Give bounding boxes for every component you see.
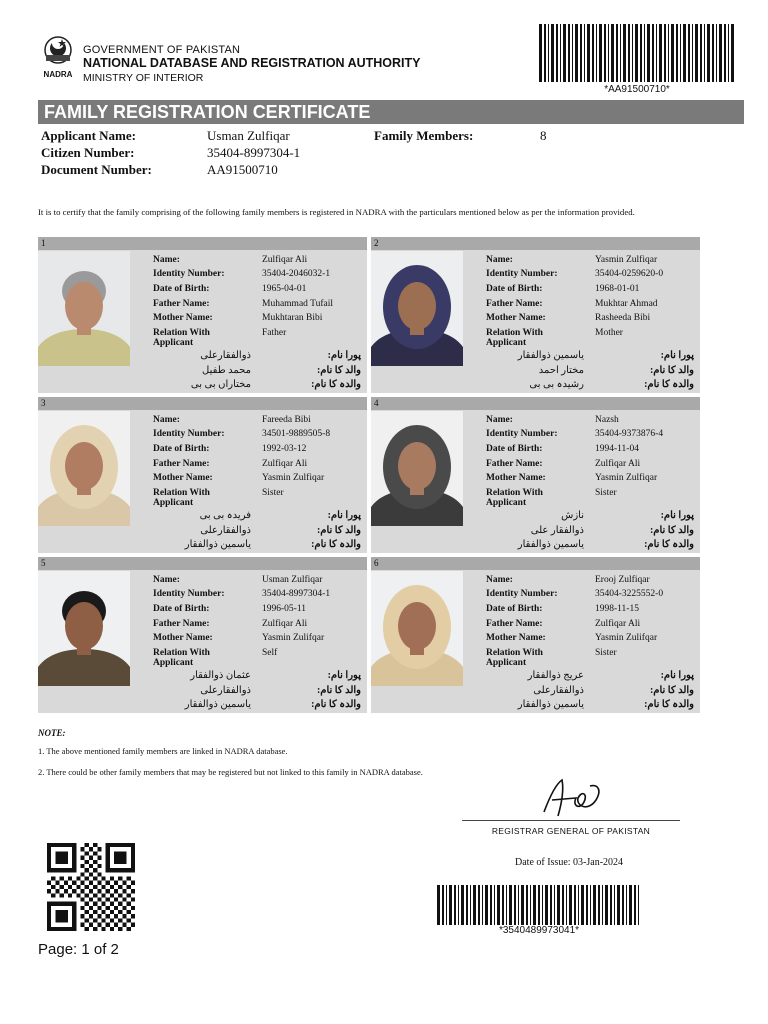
- urdu-father-label: والد کا نام:: [649, 365, 694, 376]
- member-name: Zulfiqar Ali: [262, 255, 308, 265]
- urdu-mother-label: والدہ کا نام:: [311, 379, 361, 390]
- urdu-mother-label: والدہ کا نام:: [311, 539, 361, 550]
- name-label: Name:: [153, 255, 180, 265]
- relation-label-1: Relation With: [153, 488, 210, 498]
- father-label: Father Name:: [486, 619, 543, 629]
- urdu-mother-label: والدہ کا نام:: [644, 379, 694, 390]
- member-mother: Yasmin Zulfiqar: [595, 473, 658, 483]
- member-relation: Father: [262, 328, 287, 338]
- signature-line: [462, 820, 680, 821]
- member-father: Muhammad Tufail: [262, 299, 333, 309]
- urdu-father-label: والد کا نام:: [649, 685, 694, 696]
- note-2: 2. There could be other family members that may be registered but not linked to this family in NADRA database.: [38, 767, 423, 777]
- page-number: Page: 1 of 2: [38, 941, 119, 958]
- mother-label: Mother Name:: [153, 313, 213, 323]
- family-members-label: Family Members:: [374, 128, 474, 143]
- family-member-card: [371, 397, 700, 553]
- relation-label-2: Applicant: [486, 338, 527, 348]
- identity-label: Identity Number:: [153, 589, 225, 599]
- father-label: Father Name:: [153, 459, 210, 469]
- member-urdu-name: عثمان ذوالفقار: [190, 670, 251, 681]
- registrar-signature: [532, 776, 612, 820]
- dob-label: Date of Birth:: [153, 604, 210, 614]
- member-urdu-mother: یاسمین ذوالفقار: [517, 539, 584, 550]
- name-label: Name:: [486, 415, 513, 425]
- member-photo: [38, 251, 130, 366]
- member-photo: [38, 571, 130, 686]
- father-label: Father Name:: [486, 459, 543, 469]
- applicant-name: Usman Zulfiqar: [207, 128, 290, 143]
- document-number: AA91500710: [207, 162, 278, 177]
- document-number-label: Document Number:: [41, 162, 152, 177]
- urdu-mother-label: والدہ کا نام:: [644, 539, 694, 550]
- member-identity: 35404-2046032-1: [262, 269, 331, 279]
- father-label: Father Name:: [153, 619, 210, 629]
- certificate-title: FAMILY REGISTRATION CERTIFICATE: [44, 102, 371, 122]
- member-relation: Sister: [262, 488, 284, 498]
- family-member-card: [371, 237, 700, 393]
- relation-label-1: Relation With: [486, 648, 543, 658]
- member-number: 5: [38, 557, 367, 570]
- urdu-name-label: پورا نام:: [327, 510, 361, 521]
- member-name: Yasmin Zulfiqar: [595, 255, 658, 265]
- mother-label: Mother Name:: [486, 313, 546, 323]
- member-relation: Self: [262, 648, 278, 658]
- member-dob: 1996-05-11: [262, 604, 306, 614]
- urdu-name-label: پورا نام:: [660, 670, 694, 681]
- family-member-card: [38, 397, 367, 553]
- member-mother: Yasmin Zulifqar: [595, 633, 658, 643]
- urdu-father-label: والد کا نام:: [316, 685, 361, 696]
- member-father: Zulfiqar Ali: [262, 459, 308, 469]
- registrar-title: REGISTRAR GENERAL OF PAKISTAN: [491, 826, 651, 836]
- urdu-mother-label: والدہ کا نام:: [644, 699, 694, 710]
- relation-label-2: Applicant: [153, 338, 194, 348]
- name-label: Name:: [486, 575, 513, 585]
- date-of-issue: Date of Issue: 03-Jan-2024: [515, 857, 624, 868]
- member-number: 6: [371, 557, 700, 570]
- mother-label: Mother Name:: [486, 473, 546, 483]
- nadra-logo: [38, 33, 78, 83]
- relation-label-2: Applicant: [486, 498, 527, 508]
- bottom-barcode: [435, 885, 643, 925]
- member-urdu-father: ذوالفقارعلی: [200, 525, 251, 536]
- name-label: Name:: [486, 255, 513, 265]
- urdu-father-label: والد کا نام:: [316, 365, 361, 376]
- authority-title: NATIONAL DATABASE AND REGISTRATION AUTHORITY: [83, 56, 421, 70]
- member-urdu-father: ذوالفقارعلی: [533, 685, 584, 696]
- urdu-father-label: والد کا نام:: [649, 525, 694, 536]
- member-relation: Sister: [595, 488, 617, 498]
- member-mother: Mukhtaran Bibi: [262, 313, 323, 323]
- member-father: Zulfiqar Ali: [595, 459, 641, 469]
- member-urdu-father: محمد طفیل: [202, 365, 251, 376]
- top-barcode-text: *AA91500710*: [604, 84, 670, 95]
- member-dob: 1968-01-01: [595, 284, 640, 294]
- member-photo: [371, 571, 463, 686]
- member-dob: 1965-04-01: [262, 284, 307, 294]
- family-member-card: [371, 557, 700, 713]
- mother-label: Mother Name:: [486, 633, 546, 643]
- family-member-card: [38, 237, 367, 393]
- member-urdu-name: یاسمین ذوالفقار: [517, 350, 584, 361]
- member-urdu-mother: یاسمین ذوالفقار: [184, 539, 251, 550]
- member-dob: 1998-11-15: [595, 604, 639, 614]
- certify-text: It is to certify that the family comprising of the following family members is registered in NADRA with the particulars mentioned below as per the information provided.: [38, 207, 635, 217]
- member-name: Erooj Zulfiqar: [595, 575, 650, 585]
- relation-label-2: Applicant: [153, 498, 194, 508]
- member-urdu-mother: یاسمین ذوالفقار: [184, 699, 251, 710]
- father-label: Father Name:: [486, 299, 543, 309]
- logo-text: NADRA: [43, 70, 73, 79]
- identity-label: Identity Number:: [153, 269, 225, 279]
- ministry-title: MINISTRY OF INTERIOR: [83, 72, 204, 84]
- dob-label: Date of Birth:: [486, 284, 543, 294]
- member-number: 1: [38, 237, 367, 250]
- member-photo: [38, 411, 130, 526]
- urdu-name-label: پورا نام:: [327, 670, 361, 681]
- bottom-barcode-text: *3540489973041*: [498, 925, 580, 936]
- member-identity: 35404-0259620-0: [595, 269, 664, 279]
- member-urdu-name: نازش: [561, 510, 584, 521]
- name-label: Name:: [153, 575, 180, 585]
- name-label: Name:: [153, 415, 180, 425]
- identity-label: Identity Number:: [153, 429, 225, 439]
- member-photo: [371, 411, 463, 526]
- relation-label-1: Relation With: [153, 328, 210, 338]
- member-photo: [371, 251, 463, 366]
- identity-label: Identity Number:: [486, 589, 558, 599]
- note-1: 1. The above mentioned family members are linked in NADRA database.: [38, 746, 288, 756]
- member-urdu-father: مختار احمد: [538, 365, 584, 376]
- member-urdu-mother: یاسمین ذوالفقار: [517, 699, 584, 710]
- member-dob: 1992-03-12: [262, 444, 307, 454]
- member-number: 2: [371, 237, 700, 250]
- member-dob: 1994-11-04: [595, 444, 639, 454]
- family-member-card: [38, 557, 367, 713]
- member-urdu-name: فریدہ بی بی: [199, 510, 251, 521]
- relation-label-2: Applicant: [486, 658, 527, 668]
- mother-label: Mother Name:: [153, 633, 213, 643]
- member-number: 3: [38, 397, 367, 410]
- member-identity: 35404-3225552-0: [595, 589, 664, 599]
- father-label: Father Name:: [153, 299, 210, 309]
- member-urdu-mother: رشیدہ بی بی: [529, 379, 584, 390]
- urdu-father-label: والد کا نام:: [316, 525, 361, 536]
- member-relation: Sister: [595, 648, 617, 658]
- identity-label: Identity Number:: [486, 429, 558, 439]
- member-mother: Rasheeda Bibi: [595, 313, 651, 323]
- member-identity: 35404-8997304-1: [262, 589, 331, 599]
- applicant-name-label: Applicant Name:: [41, 128, 136, 143]
- top-barcode: [537, 24, 737, 82]
- member-mother: Yasmin Zulifqar: [262, 633, 325, 643]
- dob-label: Date of Birth:: [153, 284, 210, 294]
- member-urdu-name: عریج ذوالفقار: [527, 670, 584, 681]
- family-members-count: 8: [540, 128, 547, 143]
- member-name: Nazsh: [595, 415, 619, 425]
- qr-code: [47, 843, 135, 931]
- citizen-number: 35404-8997304-1: [207, 145, 301, 160]
- member-urdu-name: ذوالفقارعلی: [200, 350, 251, 361]
- note-title: NOTE:: [38, 728, 66, 738]
- relation-label-2: Applicant: [153, 658, 194, 668]
- member-mother: Yasmin Zulfiqar: [262, 473, 325, 483]
- relation-label-1: Relation With: [153, 648, 210, 658]
- dob-label: Date of Birth:: [486, 604, 543, 614]
- member-father: Zulfiqar Ali: [262, 619, 308, 629]
- member-relation: Mother: [595, 328, 623, 338]
- member-urdu-mother: مختاراں بی بی: [190, 379, 251, 390]
- relation-label-1: Relation With: [486, 488, 543, 498]
- member-father: Mukhtar Ahmad: [595, 299, 658, 309]
- member-identity: 35404-9373876-4: [595, 429, 664, 439]
- member-urdu-father: ذوالفقارعلی: [200, 685, 251, 696]
- urdu-name-label: پورا نام:: [327, 350, 361, 361]
- urdu-name-label: پورا نام:: [660, 350, 694, 361]
- member-name: Usman Zulfiqar: [262, 575, 323, 585]
- member-number: 4: [371, 397, 700, 410]
- mother-label: Mother Name:: [153, 473, 213, 483]
- dob-label: Date of Birth:: [486, 444, 543, 454]
- urdu-mother-label: والدہ کا نام:: [311, 699, 361, 710]
- member-urdu-father: ذوالفقار علی: [530, 525, 584, 536]
- member-father: Zulfiqar Ali: [595, 619, 641, 629]
- relation-label-1: Relation With: [486, 328, 543, 338]
- urdu-name-label: پورا نام:: [660, 510, 694, 521]
- dob-label: Date of Birth:: [153, 444, 210, 454]
- member-name: Fareeda Bibi: [262, 415, 311, 425]
- identity-label: Identity Number:: [486, 269, 558, 279]
- citizen-number-label: Citizen Number:: [41, 145, 135, 160]
- member-identity: 34501-9889505-8: [262, 429, 331, 439]
- gov-title: GOVERNMENT OF PAKISTAN: [83, 44, 241, 56]
